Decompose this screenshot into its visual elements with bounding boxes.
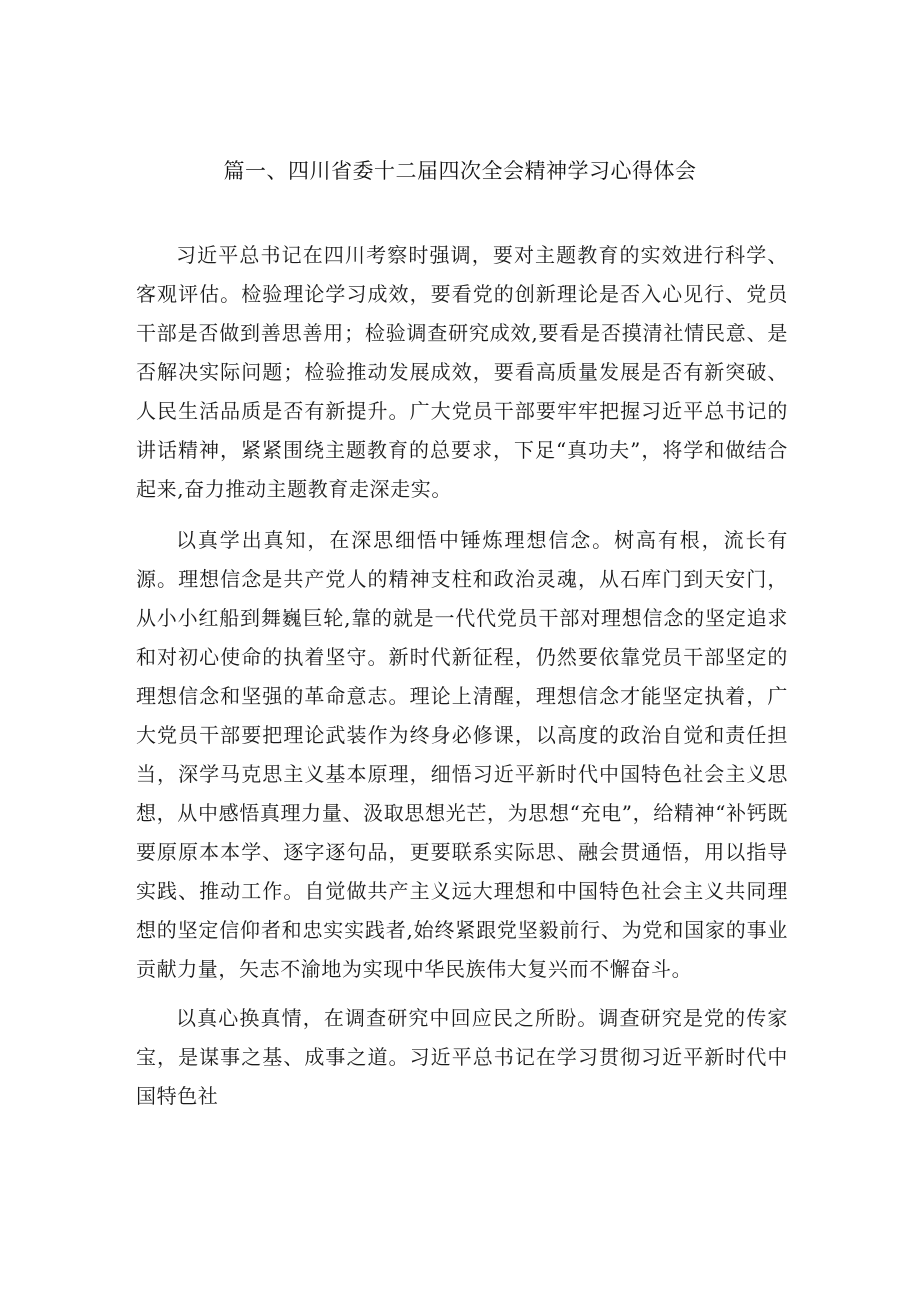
- document-body: [136, 236, 788, 1116]
- paragraph-2: 以真学出真知，在深思细悟中锤炼理想信念。树高有根，流长有源。理想信念是共产党人的精神支柱和政治灵魂，从石库门到天安门，从小小红船到舞巍巨轮,靠的就是一代代党员干部对理想信念的坚定追求和对初心使命的执着坚守。新时代新征程，仍然要依靠党员干部坚定的理想信念和坚强的革命意志。理论上清醒，理想信念才能坚定执着，广大党员干部要把理论武装作为终身必修课，以高度的政治自觉和责任担当，深学马克思主义基本原理，细悟习近平新时代中国特色社会主义思想，从中感悟真理力量、汲取思想光芒，为思想“充电”，给精神“补钙既要原原本本学、逐字逐句品，更要联系实际思、融会贯通悟，用以指导实践、推动工作。自觉做共产主义远大理想和中国特色社会主义共同理想的坚定信仰者和忠实实践者,始终紧跟党坚毅前行、为党和国家的事业贡献力量，矢志不渝地为实现中华民族伟大复兴而不懈奋斗。: [136, 528, 788, 981]
- paragraph-3: 以真心换真情，在调查研究中回应民之所盼。调查研究是党的传家宝，是谋事之基、成事之道。习近平总书记在学习贯彻习近平新时代中国特色社: [136, 1006, 788, 1108]
- paragraph-1: 习近平总书记在四川考察时强调，要对主题教育的实效进行科学、客观评估。检验理论学习成效，要看党的创新理论是否入心见行、党员干部是否做到善思善用；检验调查研究成效,要看是否摸清社情民意、是否解决实际问题；检验推动发展成效，要看高质量发展是否有新突破、人民生活品质是否有新提升。广大党员干部要牢牢把握习近平总书记的讲话精神，紧紧围绕主题教育的总要求，下足“真功夫”，将学和做结合起来,奋力推动主题教育走深走实。: [136, 243, 788, 501]
- document-title: 篇一、四川省委十二届四次全会精神学习心得体会: [223, 159, 697, 183]
